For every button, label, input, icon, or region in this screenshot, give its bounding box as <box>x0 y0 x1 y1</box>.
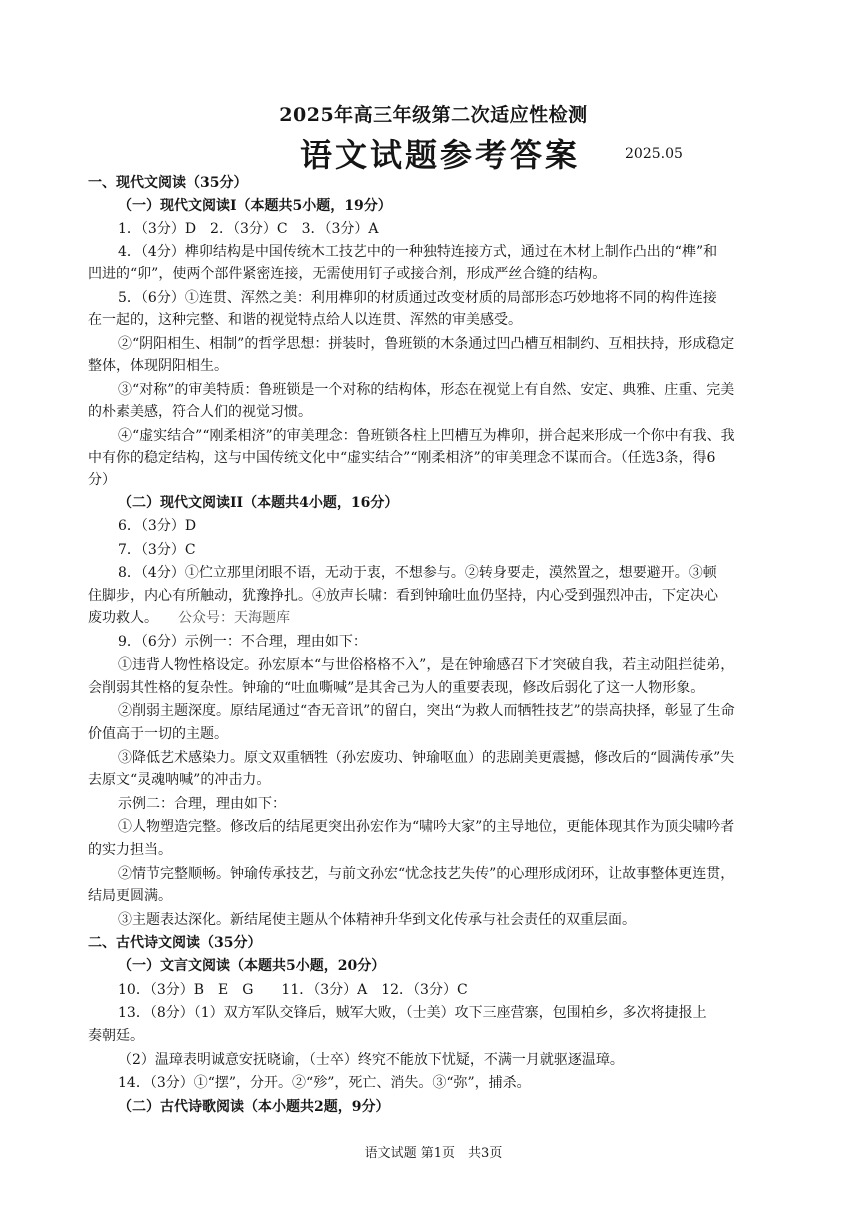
answer-line: 结局更圆满。 <box>88 888 172 904</box>
exam-date: 2025.05 <box>625 146 683 162</box>
section-heading-1: 一、现代文阅读（35分） <box>88 175 248 191</box>
watermark-text: 公众号：天海题库 <box>178 610 290 626</box>
document-title: 语文试题参考答案 <box>300 136 581 174</box>
answer-line: ②情节完整顺畅。钟瑜传承技艺，与前文孙宏“忧念技艺失传”的心理形成闭环，让故事整体更连贯， <box>118 866 735 882</box>
answer-line: ④“虚实结合”“刚柔相济”的审美理念：鲁班锁各柱上凹槽互为榫卯，拼合起来形成一个你中有我、我 <box>118 428 735 444</box>
answer-line: 价值高于一切的主题。 <box>88 726 228 742</box>
answer-line: 6．（3分）D <box>118 518 197 534</box>
answer-line: ①人物塑造完整。修改后的结尾更突出孙宏作为“啸吟大家”的主导地位，更能体现其作为顶尖啸吟者 <box>118 819 735 835</box>
subsection-heading-2-2: （二）古代诗歌阅读（本小题共2题，9分） <box>118 1099 390 1115</box>
answer-line: 中有你的稳定结构，这与中国传统文化中“虚实结合”“刚柔相济”的审美理念不谋而合。（任选3条，得6 <box>88 450 716 466</box>
answer-line: 8．（4分）①伫立那里闭眼不语，无动于衷，不想参与。②转身要走，漠然置之，想要避开。③顿 <box>118 565 717 581</box>
answer-line: 废功救人。 <box>88 610 158 626</box>
answer-line: ③主题表达深化。新结尾使主题从个体精神升华到文化传承与社会责任的双重层面。 <box>118 912 636 928</box>
answer-line: 5．（6分）①连贯、浑然之美：利用榫卯的材质通过改变材质的局部形态巧妙地将不同的构件连接 <box>118 290 717 306</box>
section-heading-2: 二、古代诗文阅读（35分） <box>88 935 262 951</box>
answer-line: ①违背人物性格设定。孙宏原本“与世俗格格不入”，是在钟瑜感召下才突破自我，若主动阻拦徒弟， <box>118 657 735 673</box>
answer-line: 9．（6分）示例一：不合理，理由如下： <box>118 634 367 650</box>
answer-line: 在一起的，这种完整、和谐的视觉特点给人以连贯、浑然的审美感受。 <box>88 312 522 328</box>
answer-line: 会削弱其性格的复杂性。钟瑜的“吐血嘶喊”是其舍己为人的重要表现，修改后弱化了这一人物形象。 <box>88 680 705 696</box>
answer-line: 奏朝廷。 <box>88 1028 144 1044</box>
subsection-heading-1-2: （二）现代文阅读II（本题共4小题，16分） <box>118 495 399 511</box>
answer-line: 整体，体现阴阳相生。 <box>88 358 228 374</box>
answer-line: （2）温璋表明诚意安抚晓谕，（士卒）终究不能放下忧疑，不满一月就驱逐温璋。 <box>118 1052 624 1068</box>
answer-line: 7．（3分）C <box>118 542 196 558</box>
answer-line: 的朴素美感，符合人们的视觉习惯。 <box>88 404 312 420</box>
answer-line: 14．（3分）①“摆”，分开。②“殄”，死亡、消失。③“弥”，捕杀。 <box>118 1075 531 1091</box>
answer-line: 4．（4分）榫卯结构是中国传统木工技艺中的一种独特连接方式，通过在木材上制作凸出的“榫”和 <box>118 244 718 260</box>
exam-title: 2025年高三年级第二次适应性检测 <box>279 104 588 126</box>
answer-line: 住脚步，内心有所触动，犹豫挣扎。④放声长啸：看到钟瑜吐血仍坚持，内心受到强烈冲击，下定决心 <box>88 588 718 604</box>
answer-line: ③“对称”的审美特质：鲁班锁是一个对称的结构体，形态在视觉上有自然、安定、典雅、庄重、完美 <box>118 382 735 398</box>
answer-line: ②“阴阳相生、相制”的哲学思想：拼装时，鲁班锁的木条通过凹凸槽互相制约、互相扶持，形成稳定 <box>118 336 735 352</box>
answer-line: ②削弱主题深度。原结尾通过“杳无音讯”的留白，突出“为救人而牺牲技艺”的崇高抉择，彰显了生命 <box>118 703 735 719</box>
answer-line: ③降低艺术感染力。原文双重牺牲（孙宏废功、钟瑜呕血）的悲剧美更震撼，修改后的“圆满传承”失 <box>118 750 735 766</box>
answer-line: 示例二：合理，理由如下： <box>118 796 286 812</box>
answer-line: 1．（3分）D 2．（3分）C 3．（3分）A <box>118 221 379 237</box>
subsection-heading-2-1: （一）文言文阅读（本题共5小题，20分） <box>118 958 386 974</box>
answer-line: 分） <box>88 472 116 488</box>
answer-line: 凹进的“卯”，使两个部件紧密连接，无需使用钉子或接合剂，形成严丝合缝的结构。 <box>88 266 607 282</box>
answer-line: 去原文“灵魂呐喊”的冲击力。 <box>88 772 271 788</box>
subsection-heading-1-1: （一）现代文阅读I（本题共5小题，19分） <box>118 198 392 214</box>
answer-line: 的实力担当。 <box>88 842 172 858</box>
answer-line: 13．（8分）（1）双方军队交锋后，贼军大败，（士美）攻下三座营寨，包围柏乡，多次将捷报上 <box>118 1005 707 1021</box>
answer-line: 10．（3分）B E G 11．（3分）A 12．（3分）C <box>118 982 468 998</box>
page-footer: 语文试题 第1页 共3页 <box>364 1146 503 1161</box>
